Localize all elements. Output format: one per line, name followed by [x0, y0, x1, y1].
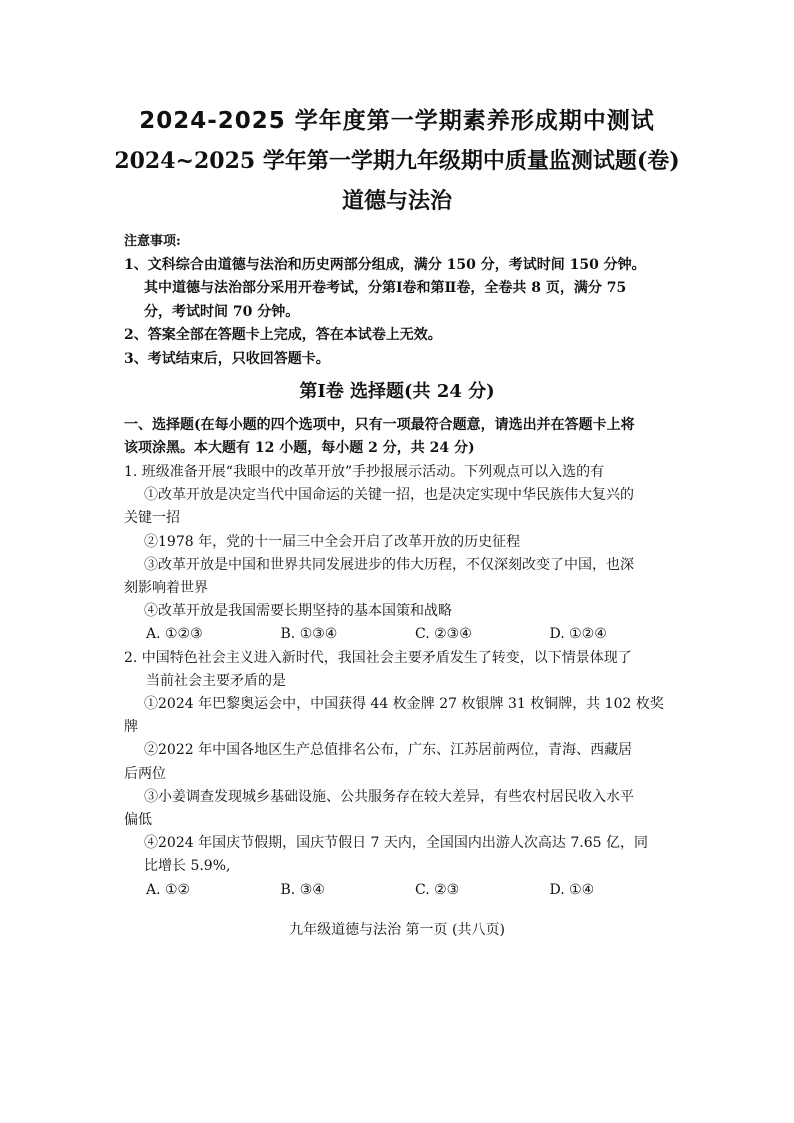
option-b: B. ③④ — [280, 881, 325, 898]
instructions-line-1: 一、选择题(在每小题的四个选项中，只有一项最符合题意，请选出并在答题卡上将 — [124, 417, 635, 433]
notes-item-1-line-2: 其中道德与法治部分采用开卷考试，分第Ⅰ卷和第Ⅱ卷，全卷共 8 页，满分 75 — [144, 280, 627, 296]
notes-item-2: 2、答案全部在答题卡上完成，答在本试卷上无效。 — [124, 327, 442, 343]
option-b: B. ①③④ — [280, 626, 338, 643]
option-d: D. ①②④ — [549, 626, 607, 643]
question-2-statement-3: ③小姜调查发现城乡基础设施、公共服务存在较大差异，有些农村居民收入水平 — [144, 788, 634, 805]
question-2-statement-3-cont: 偏低 — [124, 812, 152, 829]
instructions-line-2: 该项涂黑。本大题有 12 小题，每小题 2 分，共 24 分) — [124, 439, 475, 456]
question-1-options — [124, 623, 684, 646]
option-a: A. ①② — [146, 881, 191, 898]
notes-item-1-line-3: 分，考试时间 70 分钟。 — [144, 303, 300, 320]
question-2-statement-1-cont: 牌 — [124, 719, 138, 736]
option-a: A. ①②③ — [146, 626, 203, 643]
question-2-stem: 2. 中国特色社会主义进入新时代，我国社会主要矛盾发生了转变，以下情景体现了 — [124, 649, 632, 666]
notes-item-3: 3、考试结束后，只收回答题卡。 — [124, 350, 330, 367]
question-2 — [124, 647, 684, 902]
question-1-statement-2: ②1978 年，党的十一届三中全会开启了改革开放的历史征程 — [144, 533, 521, 550]
question-1-statement-1-cont: 关键一招 — [124, 510, 180, 527]
question-1-statement-3-cont: 刻影响着世界 — [124, 580, 208, 597]
question-2-statement-1: ①2024 年巴黎奥运会中，中国获得 44 枚金牌 27 枚银牌 31 枚铜牌，共 102 枚奖 — [144, 696, 664, 713]
question-2-statement-2: ②2022 年中国各地区生产总值排名公布，广东、江苏居前两位，青海、西藏居 — [144, 742, 633, 759]
question-1-statement-3: ③改革开放是中国和世界共同发展进步的伟大历程，不仅深刻改变了中国，也深 — [144, 556, 634, 573]
option-c: C. ②③ — [415, 881, 460, 898]
instructions — [124, 414, 682, 459]
option-c: C. ②③④ — [415, 626, 472, 643]
question-1-statement-1: ①改革开放是决定当代中国命运的关键一招，也是决定实现中华民族伟大复兴的 — [144, 487, 634, 504]
page-subtitle: 2024~2025 学年第一学期九年级期中质量监测试题(卷) — [114, 148, 680, 174]
question-2-statement-4-cont: 比增长 5.9%, — [144, 858, 231, 875]
subject-title: 道德与法治 — [341, 188, 452, 214]
question-2-statement-2-cont: 后两位 — [124, 765, 166, 782]
questions — [124, 461, 684, 902]
question-1-stem: 1. 班级准备开展“我眼中的改革开放”手抄报展示活动。下列观点可以入选的有 — [124, 464, 605, 480]
notes-block — [124, 230, 684, 371]
section-title: 第Ⅰ卷 选择题(共 24 分) — [299, 381, 495, 402]
question-2-statement-4: ④2024 年国庆节假期，国庆节假日 7 天内，全国国内出游人次高达 7.65 亿，同 — [144, 835, 648, 852]
question-2-options — [124, 879, 684, 902]
question-1-statement-4: ④改革开放是我国需要长期坚持的基本国策和战略 — [144, 603, 452, 620]
notes-item-1-line-1: 1、文科综合由道德与法治和历史两部分组成，满分 150 分，考试时间 150 分钟。 — [124, 256, 646, 273]
page-title: 2024-2025 学年度第一学期素养形成期中测试 — [139, 108, 655, 134]
question-1 — [124, 461, 684, 647]
option-d: D. ①④ — [549, 881, 595, 898]
question-2-stem-cont: 当前社会主要矛盾的是 — [146, 672, 286, 689]
notes-heading: 注意事项: — [124, 234, 181, 249]
page-footer: 九年级道德与法治 第一页 (共八页) — [289, 922, 505, 938]
